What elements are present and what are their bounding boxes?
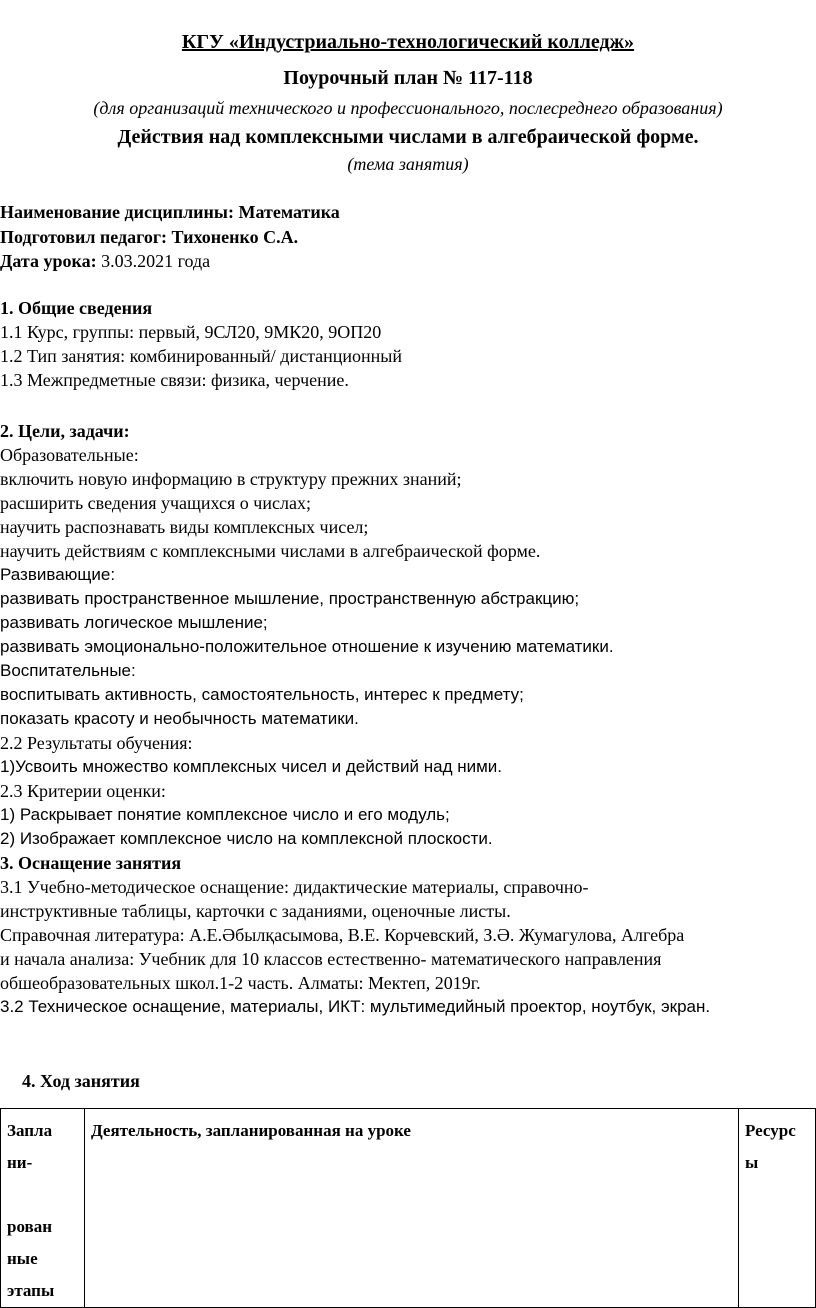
table-header-activity	[85, 1109, 739, 1308]
college-name: КГУ «Индустриально-технологический колледж»	[181, 31, 635, 53]
equipment-line: 3.2 Техническое оснащение, материалы, ИКТ: мультимедийный проектор, ноутбук, экран.	[0, 997, 711, 1016]
date-value: 3.03.2021 года	[96, 251, 211, 271]
section1-item: 1.1 Курс, группы: первый, 9СЛ20, 9МК20, 9ОП20	[0, 322, 382, 342]
goal-item: научить действиям с комплексными числами в алгебраической форме.	[0, 541, 541, 561]
lesson-flow-table	[0, 1108, 816, 1308]
criteria-heading: 2.3 Критерии оценки:	[0, 781, 166, 801]
date-label: Дата урока:	[0, 251, 97, 271]
plan-title: Поурочный план № 117-118	[283, 67, 533, 89]
section1-item: 1.2 Тип занятия: комбинированный/ дистанционный	[0, 346, 403, 366]
criteria-item: 2) Изображает комплексное число на комплексной плоскости.	[0, 829, 493, 848]
section2-title: 2. Цели, задачи:	[0, 421, 130, 441]
discipline: Наименование дисциплины: Математика	[0, 202, 340, 222]
table-header-stages	[1, 1109, 85, 1308]
section1-title: 1. Общие сведения	[0, 298, 153, 318]
goal-item: научить распознавать виды комплексных чисел;	[0, 517, 369, 537]
table-header-resources-text: Ресурс ы	[745, 1121, 796, 1172]
section4-title: 4. Ход занятия	[22, 1071, 140, 1091]
section1-item: 1.3 Межпредметные связи: физика, черчение.	[0, 370, 349, 390]
table-header-resources	[739, 1109, 816, 1308]
section3-title: 3. Оснащение занятия	[0, 853, 182, 873]
lesson-topic: Действия над комплексными числами в алгебраической форме.	[117, 126, 699, 148]
criteria-item: 1) Раскрывает понятие комплексное число и его модуль;	[0, 805, 450, 824]
goals-heading: Образовательные:	[0, 445, 139, 465]
teacher: Подготовил педагог: Тихоненко С.А.	[0, 227, 299, 247]
goals-heading: Воспитательные:	[0, 661, 136, 680]
goal-item: развивать пространственное мышление, пространственную абстракцию;	[0, 589, 580, 608]
topic-caption: (тема занятия)	[347, 154, 469, 174]
goal-item: включить новую информацию в структуру прежних знаний;	[0, 469, 462, 489]
literature-line: Справочная литература: А.Е.Әбылқасымова, В.Е. Корчевский, З.Ә. Жумагулова, Алгебра	[0, 925, 685, 945]
plan-subtitle: (для организаций технического и профессионального, послесреднего образования)	[93, 98, 723, 118]
table-header-activity-text: Деятельность, запланированная на уроке	[91, 1121, 411, 1140]
goal-item: показать красоту и необычность математики.	[0, 709, 359, 728]
results-heading: 2.2 Результаты обучения:	[0, 733, 193, 753]
goal-item: расширить сведения учащихся о числах;	[0, 493, 311, 513]
lesson-date	[0, 249, 210, 273]
goal-item: воспитывать активность, самостоятельность, интерес к предмету;	[0, 685, 524, 704]
table-row	[1, 1109, 816, 1308]
table-header-stages-text: Запла ни- рован ные этапы	[7, 1121, 55, 1300]
result-item: 1)Усвоить множество комплексных чисел и действий над ними.	[0, 757, 502, 776]
goal-item: развивать эмоционально-положительное отношение к изучению математики.	[0, 637, 614, 656]
goals-heading: Развивающие:	[0, 565, 116, 584]
equipment-line: инструктивные таблицы, карточки с заданиями, оценочные листы.	[0, 901, 511, 921]
goal-item: развивать логическое мышление;	[0, 613, 268, 632]
literature-line: и начала анализа: Учебник для 10 классов естественно- математического направления	[0, 949, 662, 969]
equipment-line: 3.1 Учебно-методическое оснащение: дидактические материалы, справочно-	[0, 877, 589, 897]
literature-line: обшеобразовательных школ.1-2 часть. Алматы: Мектеп, 2019г.	[0, 973, 481, 993]
